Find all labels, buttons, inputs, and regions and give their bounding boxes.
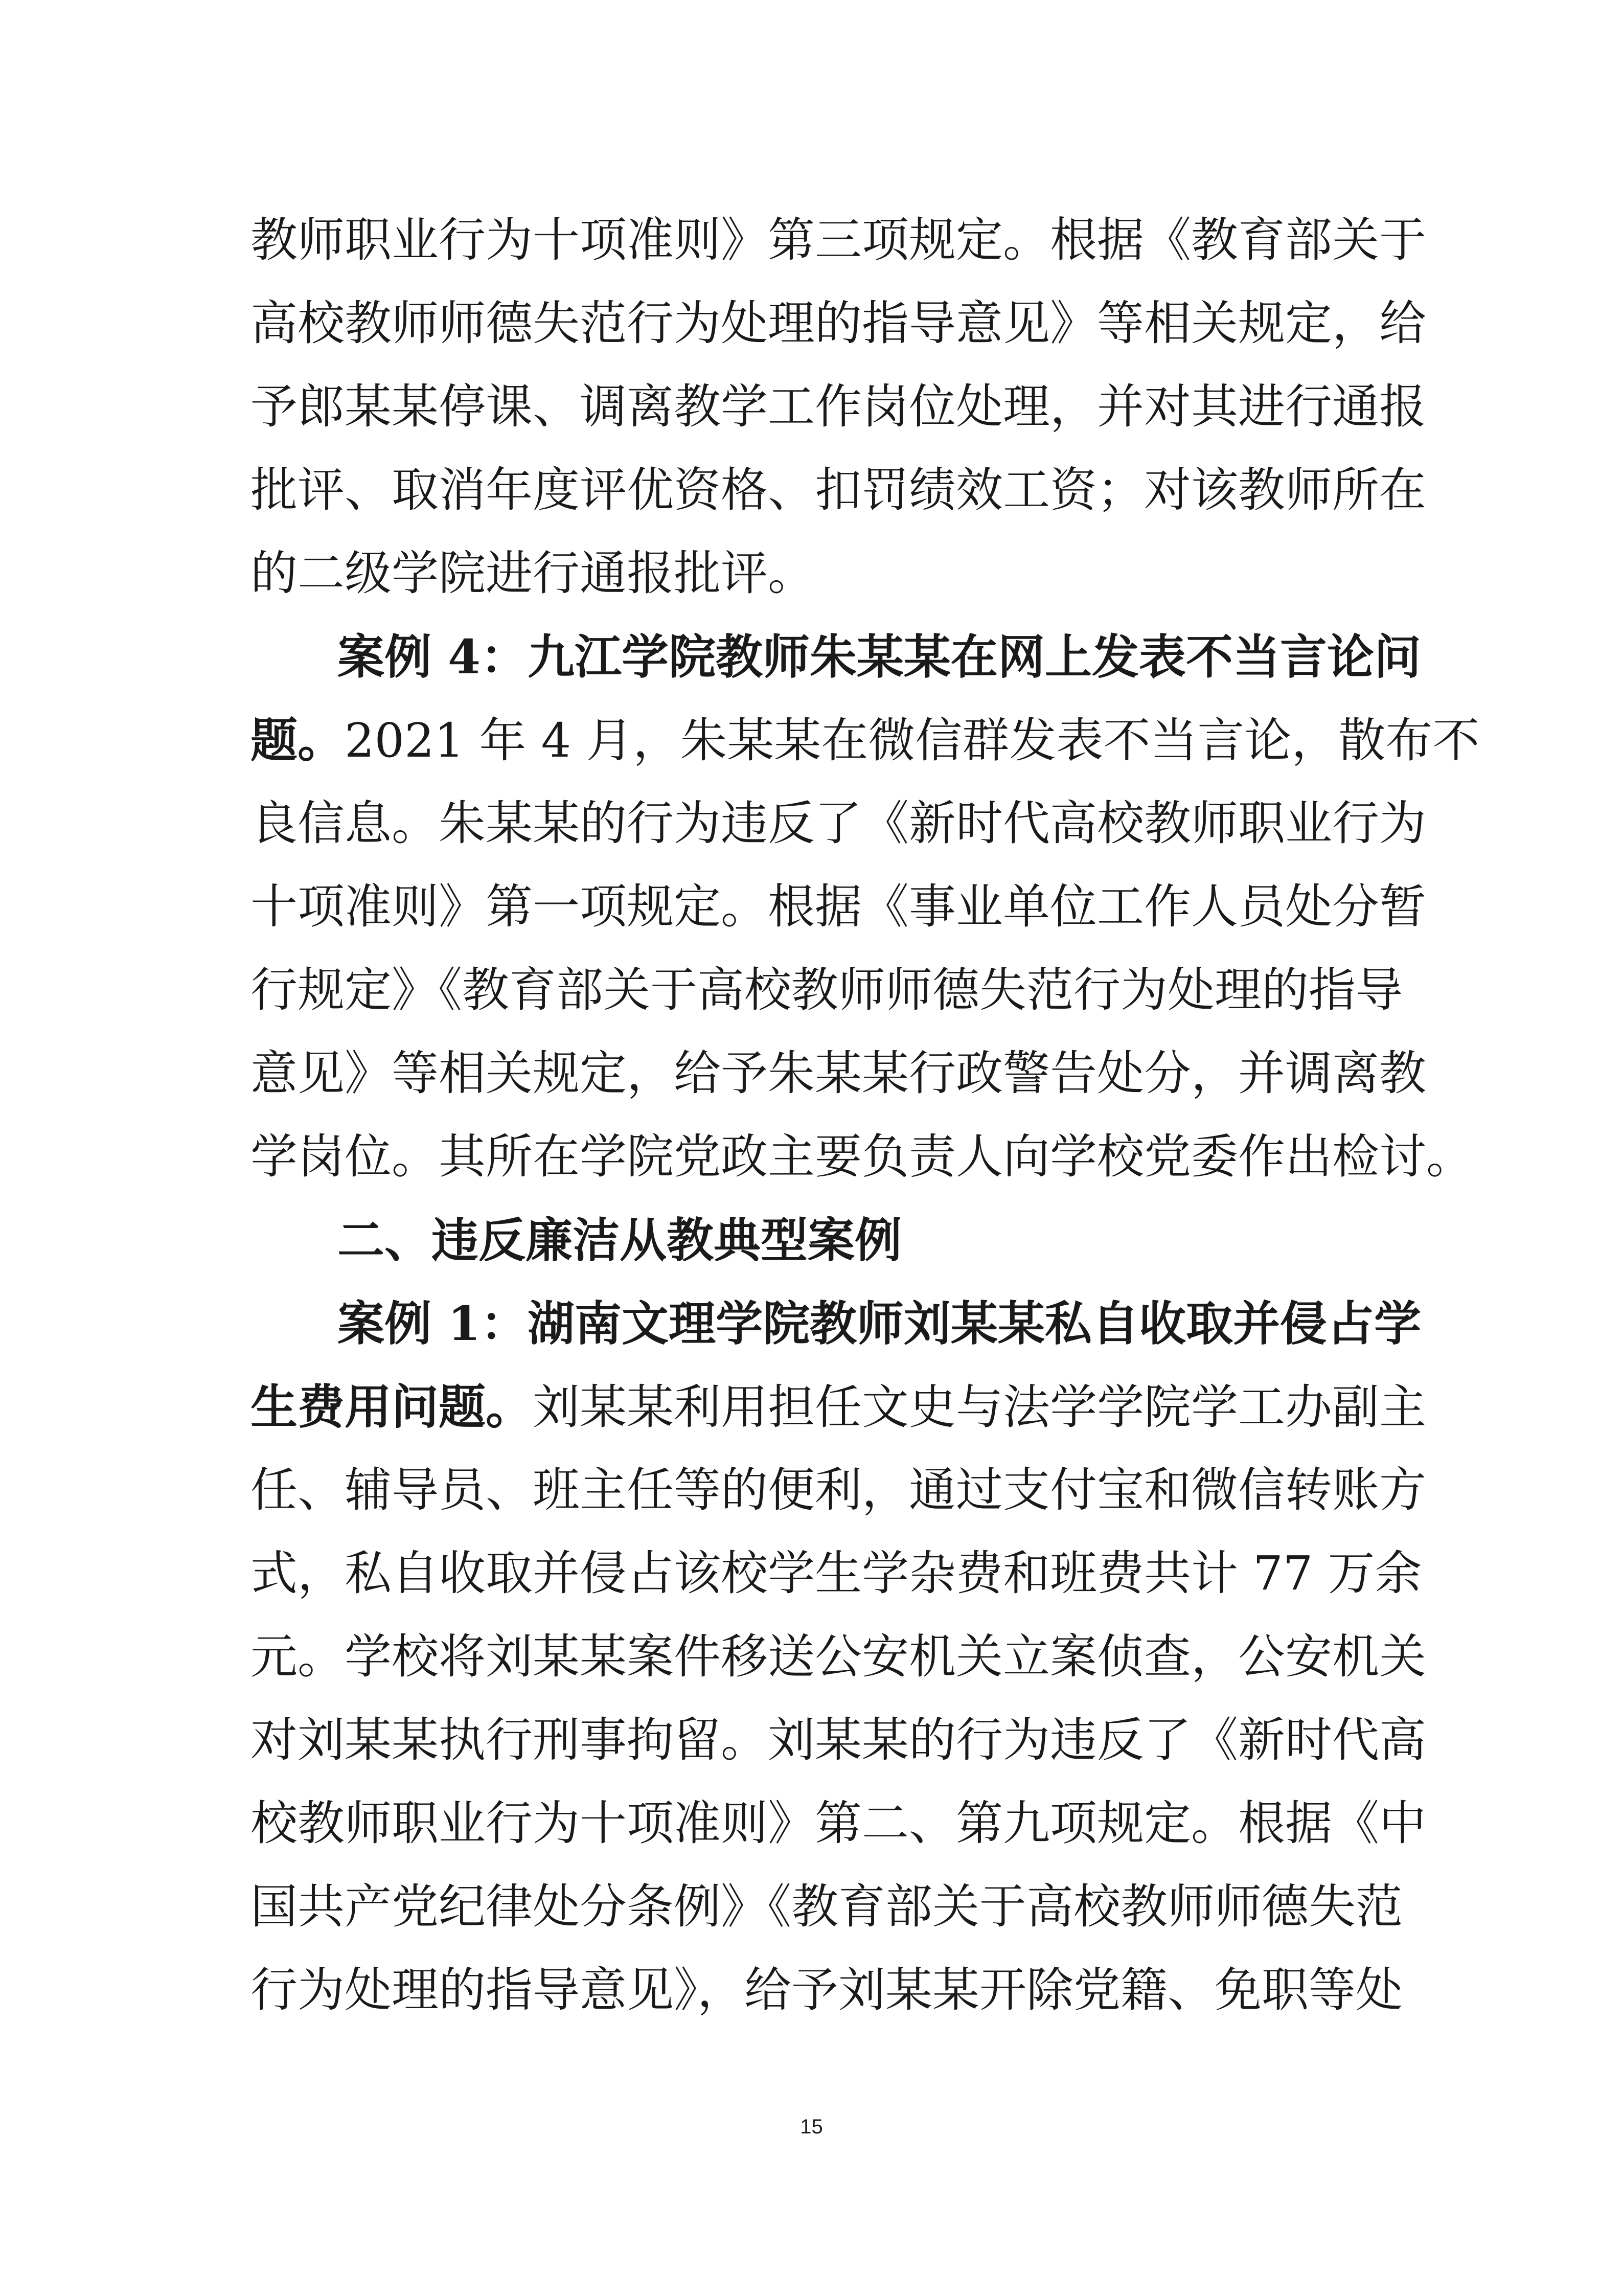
case4-first-line (250, 712, 1480, 768)
page-number: 15 (800, 2116, 823, 2138)
case1-first-line-text: 刘某某利用担任文史与法学学院学工办副主 (533, 1380, 1427, 1435)
text-line: 教师职业行为十项准则》第三项规定。根据《教育部关于 (250, 213, 1427, 267)
case4-first-line-text: 2021 年 4 月，朱某某在微信群发表不当言论，散布不 (345, 713, 1480, 768)
text-line: 校教师职业行为十项准则》第二、第九项规定。根据《中 (250, 1796, 1427, 1851)
text-line: 的二级学院进行通报批评。 (250, 546, 815, 601)
text-line: 对刘某某执行刑事拘留。刘某某的行为违反了《新时代高 (250, 1713, 1427, 1767)
text-line: 式，私自收取并侵占该校学生学杂费和班费共计 77 万余 (250, 1546, 1422, 1601)
text-line: 高校教师师德失范行为处理的指导意见》等相关规定，给 (250, 296, 1427, 351)
text-line: 予郎某某停课、调离教学工作岗位处理，并对其进行通报 (250, 379, 1427, 434)
section-heading: 二、违反廉洁从教典型案例 (337, 1213, 902, 1268)
text-line: 批评、取消年度评优资格、扣罚绩效工资；对该教师所在 (250, 463, 1427, 517)
case1-title-end: 生费用问题。 (250, 1379, 533, 1435)
text-line: 意见》等相关规定，给予朱某某行政警告处分，并调离教 (250, 1046, 1427, 1101)
text-line: 任、辅导员、班主任等的便利，通过支付宝和微信转账方 (250, 1463, 1427, 1517)
text-line: 良信息。朱某某的行为违反了《新时代高校教师职业行为 (250, 796, 1427, 851)
case1-title: 案例 1：湖南文理学院教师刘某某私自收取并侵占学 (337, 1296, 1422, 1351)
text-line: 元。学校将刘某某案件移送公安机关立案侦查，公安机关 (250, 1629, 1427, 1684)
text-line: 学岗位。其所在学院党政主要负责人向学校党委作出检讨。 (250, 1129, 1474, 1184)
case1-first-line (250, 1379, 1427, 1435)
text-line: 国共产党纪律处分条例》《教育部关于高校教师师德失范 (250, 1879, 1403, 1934)
case4-title-end: 题。 (250, 713, 345, 768)
text-line: 十项准则》第一项规定。根据《事业单位工作人员处分暂 (250, 879, 1427, 934)
case4-title: 案例 4：九江学院教师朱某某在网上发表不当言论问 (337, 629, 1422, 685)
text-line: 行为处理的指导意见》，给予刘某某开除党籍、免职等处 (250, 1963, 1403, 2017)
text-line: 行规定》《教育部关于高校教师师德失范行为处理的指导 (250, 963, 1403, 1017)
